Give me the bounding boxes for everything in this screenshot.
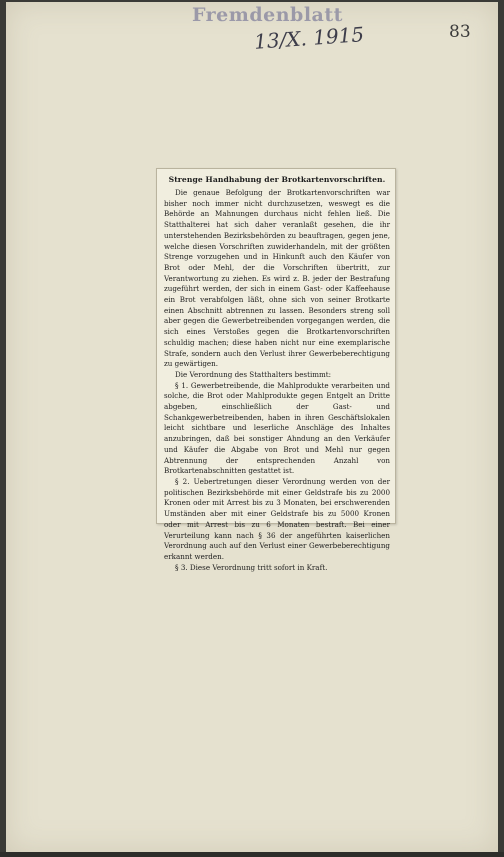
clipping-headline: Strenge Handhabung der Brotkartenvorschriften. [168,175,386,184]
scan-border [0,852,504,857]
handwritten-date: 13/X. 1915 [253,22,365,54]
clipping-paragraph-section-1: § 1. Gewerbetreibende, die Mahlprodukte verarbeiten und solche, die Brot oder Mahlprodukte gegen Entgelt an Dritte abgeben, einschließlich der Gast- und Schankgewerbetreibenden, haben in ihren Geschäftslokalen leicht sichtbare und leserliche Anschläge des Inhaltes anzubringen, daß bei sonstiger Ahndung an den Verkäufer und Käufer die Abgabe von Brot und Mehl nur gegen Abtrennung der entsprechenden Anzahl von Brotkartenabschnitten gestattet ist. [164,380,390,476]
clipping-paragraph-section-3: § 3. Diese Verordnung tritt sofort in Kraft. [175,562,328,572]
clipping-paragraph-decree: Die Verordnung des Statthalters bestimmt: [175,369,332,379]
clipping-paragraph-section-2: § 2. Uebertretungen dieser Verordnung werden von der politischen Bezirksbehörde mit einer Geldstrafe bis zu 2000 Kronen oder mit Arrest bis zu 3 Monaten, bei erschwerenden Umständen aber mit einer Geldstrafe bis zu 5000 Kronen oder mit Arrest bis zu 6 Monaten bestraft. Bei einer Verurteilung kann nach § 36 der angeführten kaiserlichen Verordnung auch auf den Verlust einer Gewerbeberechtigung erkannt werden. [164,476,390,561]
newspaper-stamp: Fremdenblatt [192,4,343,26]
clipping-paragraph-intro: Die genaue Befolgung der Brotkartenvorschriften war bisher noch immer nicht durchzusetzen, weswegt es die Behörde an Mahnungen durchaus nicht fehlen ließ. Die Statthalterei hat sich daher veranlaßt gesehen, die ihr unterstehenden Bezirksbehörden zu beauftragen, gegen jene, welche diesen Vorschriften zuwiderhandeln, mit der größten Strenge vorzugehen und in Hinkunft auch den Käufer von Brot oder Mehl, der die Vorschriften übertritt, zur Verantwortung zu ziehen. Es wird z. B. jeder der Bestrafung zugeführt werden, der sich in einem Gast- oder Kaffeehause ein Brot verabfolgen läßt, ohne sich von seiner Brotkarte einen Abschnitt abtrennen zu lassen. Besonders streng soll aber gegen die Gewerbetreibenden vorgegangen werden, die sich eines Verstoßes gegen die Brotkartenvorschriften schuldig machen; diese haben nicht nur eine exemplarische Strafe, sondern auch den Verlust ihrer Gewerbeberechtigung zu gewärtigen. [164,188,390,369]
page-number: 83 [449,22,471,42]
newspaper-clipping [156,168,396,572]
archive-sheet [6,2,498,852]
